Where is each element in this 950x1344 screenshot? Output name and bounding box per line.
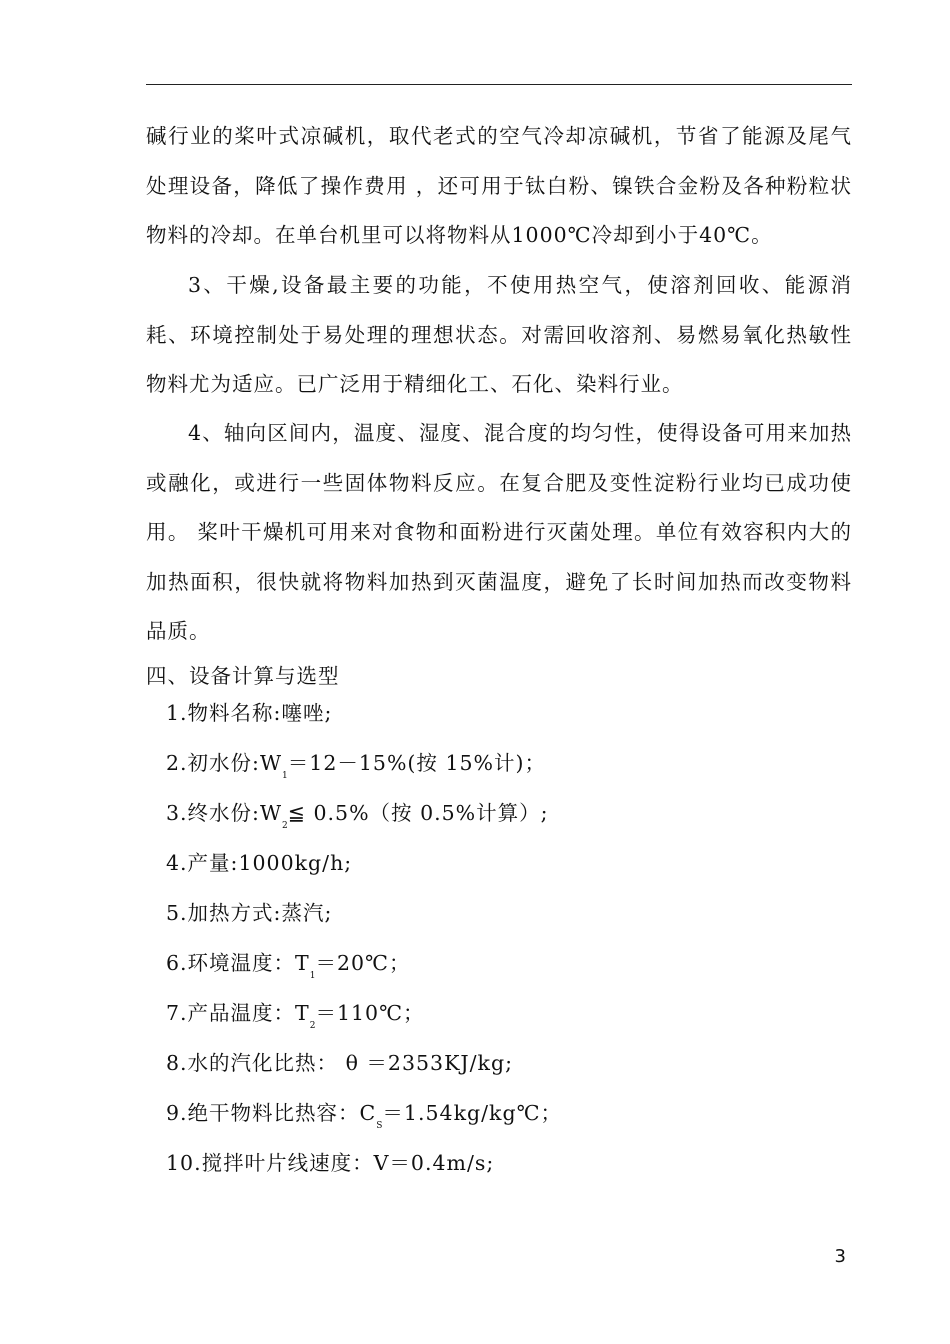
section-heading: 四、设备计算与选型 [146, 664, 340, 688]
list-item: 8.水的汽化比热： θ ＝2353KJ/kg; [166, 1051, 513, 1075]
page-number: 3 [834, 1246, 846, 1267]
paragraph-drying: 3、干燥,设备最主要的功能，不使用热空气，使溶剂回收、能源消耗、环境控制处于易处理的理想状态。对需回收溶剂、易燃易氧化热敏性物料尤为适应。已广泛用于精细化工、石化、染料行业。 [146, 273, 852, 396]
list-item: 1.物料名称:噻唑; [166, 701, 333, 725]
paragraph-cooling: 碱行业的桨叶式凉碱机，取代老式的空气冷却凉碱机，节省了能源及尾气处理设备，降低了操作费用 ，还可用于钛白粉、镍铁合金粉及各种粉粒状物料的冷却。在单台机里可以将物料从1000℃冷却到小于40℃。 [146, 124, 852, 247]
list-item: 4.产量:1000kg/h; [166, 851, 353, 875]
paragraph-heating: 4、轴向区间内，温度、湿度、混合度的均匀性，使得设备可用来加热或融化，或进行一些固体物料反应。在复合肥及变性淀粉行业均已成功使用。 桨叶干燥机可用来对食物和面粉进行灭菌处理。单位有效容积内大的加热面积，很快就将物料加热到灭菌温度，避免了长时间加热而改变物料品质。 [146, 421, 852, 643]
list-item: 3.终水份$:W_2≦$ 0.5%（按 0.5%计算）; [166, 801, 549, 831]
list-item: 2.初水份$:W_1=12-15\%$(按 15%计)； [166, 751, 547, 781]
list-item: 7.产品温度：$T_2=110℃$； [166, 1001, 425, 1031]
header-rule [146, 84, 852, 85]
list-item: 6.环境温度：$T_1=20℃$； [166, 951, 411, 981]
parameter-list [166, 699, 562, 1199]
list-item: 5.加热方式:蒸汽; [166, 901, 333, 925]
list-item: 9.绝干物料比热容：$C_S=1.54kg/kg℃$； [166, 1101, 562, 1131]
list-item: 10.搅拌叶片线速度：V＝0.4m/s; [166, 1151, 495, 1175]
